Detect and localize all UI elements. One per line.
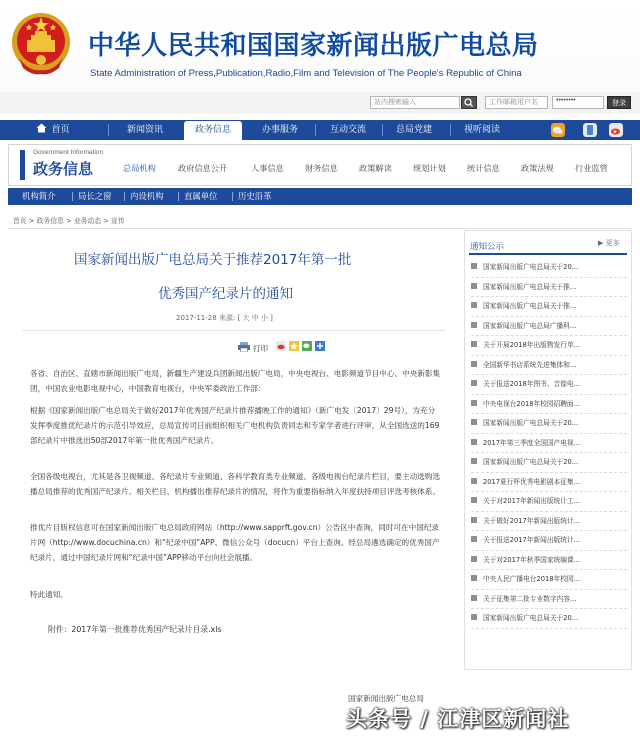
share-weibo-icon[interactable] (276, 341, 286, 351)
sidebar-item-label: 中央人民广播电台2018年校园... (483, 575, 580, 583)
sidebar-item-label: 关于开展2018年出版物发行单... (483, 341, 580, 349)
share-wechat-icon[interactable] (302, 341, 312, 351)
sidebar-item[interactable] (471, 258, 627, 278)
search-icon (462, 97, 476, 108)
sidebar-item[interactable] (471, 395, 627, 415)
nav-interaction[interactable]: 互动交流 (329, 125, 366, 135)
nav-divider (450, 124, 451, 136)
bullet-icon (471, 614, 477, 620)
sidebar-item[interactable] (471, 356, 627, 376)
tab-personnel[interactable]: 人事信息 (251, 163, 284, 173)
article-paragraph: 特此通知。 (30, 590, 68, 599)
bullet-icon (471, 302, 477, 308)
nav-home-label: 首页 (51, 125, 70, 135)
subnav-divider (72, 192, 73, 201)
weibo-icon[interactable] (609, 123, 623, 137)
sidebar-item[interactable] (471, 414, 627, 434)
bullet-icon (471, 536, 477, 542)
sidebar-item[interactable] (471, 297, 627, 317)
sidebar-item-label: 国家新闻出版广电总局广播科... (483, 321, 577, 330)
sidebar-item[interactable] (471, 590, 627, 610)
nav-services[interactable]: 办事服务 (261, 125, 298, 135)
tab-info-disclosure[interactable]: 政府信息公开 (178, 163, 228, 173)
tab-regulations[interactable]: 政策法规 (521, 163, 554, 173)
article-signature: 国家新闻出版广电总局 (348, 694, 424, 703)
sidebar-item-label: 关于报送2018年图书、音像电... (483, 380, 580, 388)
subnav-divider (178, 192, 179, 201)
sidebar-item-label: 国家新闻出版广电总局关于20... (483, 419, 579, 427)
sidebar-item[interactable] (471, 531, 627, 551)
sidebar-item[interactable] (471, 473, 627, 493)
site-title-english: State Administration of Press,Publication,Radio,Film and Television of The People's Republic of China (90, 68, 522, 79)
breadcrumb-divider (8, 228, 632, 229)
sidebar-item-label: 中央电视台2018年校园招聘面... (483, 399, 580, 408)
sidebar-item-label: 国家新闻出版广电总局关于20... (483, 263, 579, 271)
site-search-input[interactable]: 站内搜索输入 (370, 96, 460, 109)
site-title: 中华人民共和国国家新闻出版广电总局 (88, 31, 539, 61)
sidebar-item-label: 国家新闻出版广电总局关于推... (483, 302, 577, 310)
search-button[interactable] (461, 96, 477, 109)
bullet-icon (471, 419, 477, 425)
sidebar-item[interactable] (471, 609, 627, 629)
sidebar-item-label: 国家新闻出版广电总局关于20... (483, 458, 579, 466)
bullet-icon (471, 361, 477, 367)
sidebar-item[interactable] (471, 278, 627, 298)
nav-news[interactable]: 新闻资讯 (126, 125, 163, 135)
login-button[interactable]: 登录 (607, 96, 631, 109)
section-title-english: Government Information (33, 149, 104, 156)
nav-home[interactable] (26, 120, 80, 140)
share-more-icon[interactable] (315, 341, 325, 351)
national-emblem-icon[interactable] (9, 10, 73, 76)
email-username-input[interactable]: 工作邮箱用户名 (485, 96, 548, 109)
sidebar-item[interactable] (471, 336, 627, 356)
print-button[interactable]: 打印 (253, 344, 268, 353)
bullet-icon (471, 575, 477, 581)
share-qzone-icon[interactable] (289, 341, 299, 351)
bullet-icon (471, 497, 477, 503)
section-title: 政务信息 (33, 160, 94, 178)
sub-nav (8, 188, 632, 205)
article-meta-divider (22, 330, 446, 331)
sidebar-item-label: 国家新闻出版广电总局关于20... (483, 614, 579, 622)
sidebar-item[interactable] (471, 434, 627, 454)
bullet-icon (471, 380, 477, 386)
bullet-icon (471, 263, 477, 269)
article-paragraph: 全国各级电视台，尤其是各卫视频道、各纪录片专业频道、各科学教育类专业频道、各级电视台纪录片栏目，要主动选购选播总局推荐的优秀国产纪录片。相关栏目、机构播出推荐纪录片的情况，将作为重要指标纳入年度扶持项目评选考核体系。 (30, 472, 441, 497)
sidebar-item[interactable] (471, 375, 627, 395)
sidebar-title-underline (469, 253, 627, 255)
subnav-intro[interactable]: 机构简介 (22, 191, 56, 201)
bullet-icon (471, 517, 477, 523)
nav-media[interactable]: 视听阅读 (463, 125, 500, 135)
sidebar-item-label: 全国新华书店系统先进集体和... (483, 360, 577, 369)
notice-sidebar (464, 230, 632, 670)
sidebar-item-label: 2017夏行杯优秀电影剧本征集... (483, 477, 580, 486)
article-title-line1: 国家新闻出版广电总局关于推荐2017年第一批 (74, 252, 352, 268)
sidebar-item-label: 关于征集第二批专业数字内容... (483, 594, 577, 603)
tab-planning[interactable]: 规划计划 (413, 163, 446, 173)
sidebar-item[interactable] (471, 317, 627, 337)
bullet-icon (471, 322, 477, 328)
article-meta: 2017-11-28 来源: [ 大 中 小 ] (176, 314, 273, 322)
tab-statistics[interactable]: 统计信息 (467, 163, 500, 173)
home-icon (36, 123, 47, 133)
section-accent-bar (20, 150, 25, 180)
sidebar-item[interactable] (471, 453, 627, 473)
article-paragraph: 根据《国家新闻出版广电总局关于做好2017年优秀国产纪录片推荐播映工作的通知》（新广电发〔2017〕29号），为充分发挥季度推优纪录片的示范引导效应，总局宣传司日前组织相关广电机构负责同志和专家学者进行评审，从全国选送的169部纪录片中推选出50部2017年第一批优秀国产纪录片。 (30, 406, 440, 446)
article-paragraph: 各省、自治区、直辖市新闻出版广电局，新疆生产建设兵团新闻出版广电局，中央电视台、电影频道节目中心、中央新影集团，中国农业电影电视中心，中国教育电视台，中央军委政治工作部： (30, 369, 441, 394)
bullet-icon (471, 478, 477, 484)
subnav-departments[interactable]: 内设机构 (130, 191, 164, 201)
nav-party[interactable]: 总局党建 (395, 125, 432, 135)
subnav-divider (232, 192, 233, 201)
sidebar-item-label: 2017年第三季度全国国产电视... (483, 438, 580, 447)
sidebar-item[interactable] (471, 551, 627, 571)
mobile-icon[interactable] (583, 123, 597, 137)
tab-finance[interactable]: 财务信息 (305, 163, 338, 173)
bullet-icon (471, 400, 477, 406)
attachment-link[interactable]: 附件：2017年第一批推荐优秀国产纪录片目录.xls (48, 625, 222, 634)
sidebar-item[interactable] (471, 512, 627, 532)
sidebar-item[interactable] (471, 492, 627, 512)
subnav-history[interactable]: 历史沿革 (238, 191, 272, 201)
section-header (8, 144, 632, 186)
print-icon[interactable] (238, 342, 250, 352)
nav-divider (108, 124, 109, 136)
nav-divider (382, 124, 383, 136)
subnav-divider (124, 192, 125, 201)
search-login-bar (0, 92, 640, 114)
bullet-icon (471, 439, 477, 445)
sidebar-item[interactable] (471, 570, 627, 590)
watermark: 头条号 / 江津区新闻社 (346, 707, 570, 731)
sidebar-more-link[interactable]: ▶ 更多 (598, 239, 620, 247)
breadcrumb[interactable]: 首页 > 政务信息 > 业务动态 > 宣传 (13, 217, 125, 225)
sidebar-item-label: 关于做好2017年新闻出版统计... (483, 516, 580, 525)
sidebar-item-label: 关于报送2017年新闻出版统计... (483, 536, 580, 544)
nav-gov-info[interactable]: 政务信息 (184, 121, 242, 140)
tab-industry-supervision[interactable]: 行业监管 (575, 163, 608, 173)
main-nav (0, 120, 640, 140)
bullet-icon (471, 458, 477, 464)
article-paragraph: 推优片目版权信息可在国家新闻出版广电总局政府网站（http://www.sapprft.gov.cn）公告区中查询，同时可在中国纪录片网（http://www.docuchina.cn）和“纪录中国”APP、微信公众号（docucn）平台上查询。经总局遴选确定的优秀国产纪录片，通过中国纪录片网和“纪录中国”APP移动平台向社会展播。 (30, 523, 440, 563)
password-input[interactable]: •••••••• (552, 96, 604, 109)
site-header (0, 0, 640, 92)
bullet-icon (471, 556, 477, 562)
bullet-icon (471, 341, 477, 347)
bullet-icon (471, 283, 477, 289)
nav-divider (315, 124, 316, 136)
subnav-affiliated[interactable]: 直属单位 (184, 191, 218, 201)
article-title-line2: 优秀国产纪录片的通知 (158, 286, 293, 302)
wechat-icon[interactable] (551, 123, 565, 137)
subnav-director[interactable]: 局长之窗 (78, 191, 112, 201)
sidebar-title: 通知公示 (470, 242, 505, 252)
bullet-icon (471, 595, 477, 601)
sidebar-item-label: 关于对2017年秋季国家统编课... (483, 555, 580, 564)
sidebar-item-label: 关于对2017年新闻出版统计工... (483, 497, 580, 505)
sidebar-item-label: 国家新闻出版广电总局关于推... (483, 282, 577, 291)
tab-bureau-org[interactable]: 总局机构 (123, 163, 156, 173)
tab-policy-reading[interactable]: 政策解读 (359, 163, 392, 173)
